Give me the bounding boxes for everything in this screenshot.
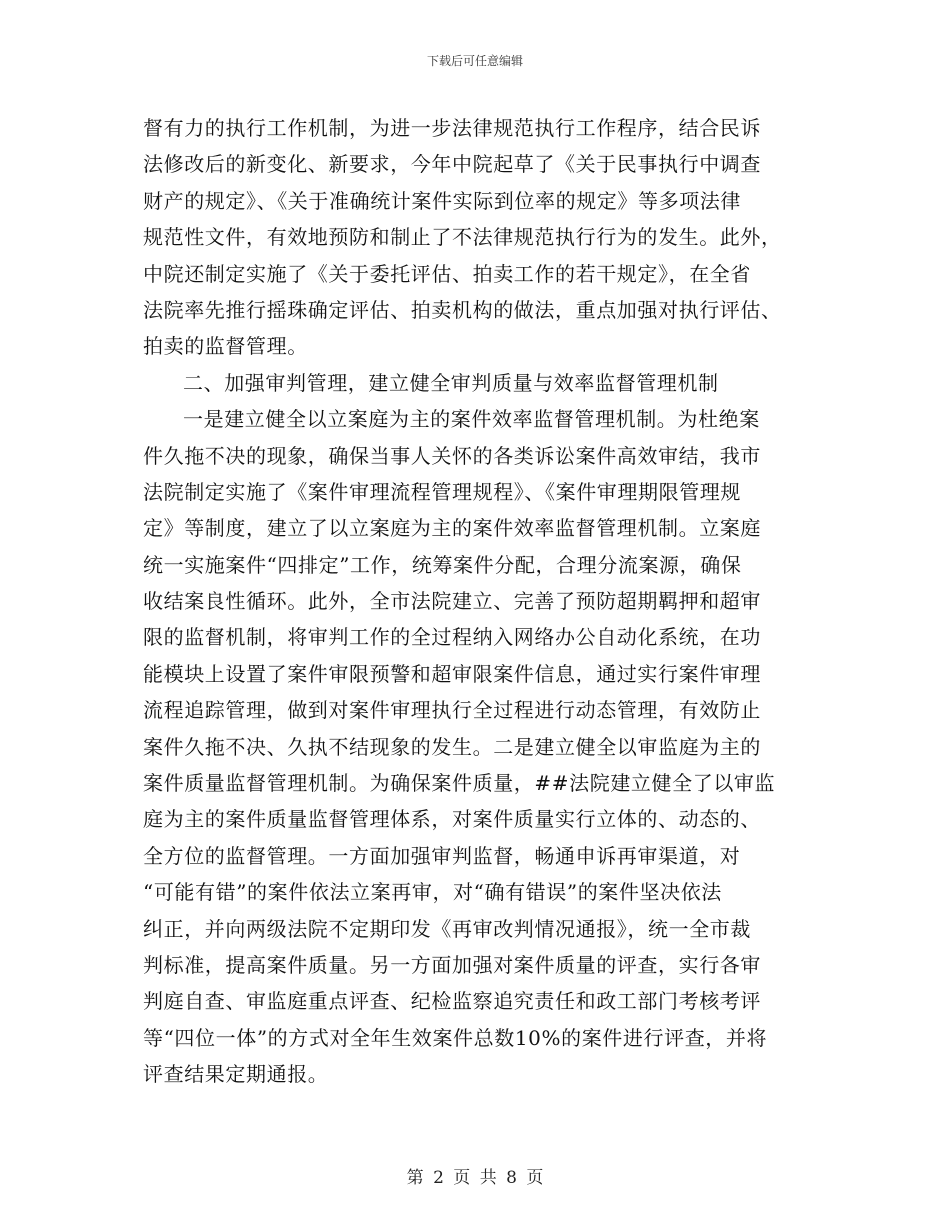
text-line: 件久拖不决的现象，确保当事人关怀的各类诉讼案件高效审结，我市 <box>143 443 761 468</box>
text-line: 纠正，并向两级法院不定期印发《再审改判情况通报》，统一全市裁 <box>143 916 751 941</box>
text-line: 全方位的监督管理。一方面加强审判监督，畅通申诉再审渠道，对 <box>143 843 741 868</box>
text-line: “可能有错”的案件依法立案再审，对“确有错误”的案件坚决依法 <box>143 880 722 905</box>
text-line: 统一实施案件“四排定”工作，统筹案件分配，合理分流案源，确保 <box>143 552 742 577</box>
text-line: 案件久拖不决、久执不结现象的发生。二是建立健全以审监庭为主的 <box>143 734 761 759</box>
text-line: 法院制定实施了《案件审理流程管理规程》、《案件审理期限管理规 <box>143 479 741 504</box>
text-line: 收结案良性循环。此外，全市法院建立、完善了预防超期羁押和超审 <box>143 589 761 614</box>
text-line: 流程追踪管理，做到对案件审理执行全过程进行动态管理，有效防止 <box>143 698 761 723</box>
text-line: 法修改后的新变化、新要求，今年中院起草了《关于民事执行中调查 <box>143 152 761 177</box>
page-footer: 第 2 页 共 8 页 <box>406 1168 544 1188</box>
text-line: 判庭自查、审监庭重点评查、纪检监察追究责任和政工部门考核考评 <box>143 989 761 1014</box>
text-line: 一是建立健全以立案庭为主的案件效率监督管理机制。为杜绝案 <box>183 407 760 432</box>
text-line: 评查结果定期通报。 <box>143 1062 329 1087</box>
text-line: 二、加强审判管理，建立健全审判质量与效率监督管理机制 <box>183 370 719 395</box>
body-text <box>143 110 811 1093</box>
text-line: 判标准，提高案件质量。另一方面加强对案件质量的评查，实行各审 <box>143 952 761 977</box>
text-line: 法院率先推行摇珠确定评估、拍卖机构的做法，重点加强对执行评估、 <box>143 297 782 322</box>
text-line: 庭为主的案件质量监督管理体系，对案件质量实行立体的、动态的、 <box>143 807 761 832</box>
page-header: 下载后可任意编辑 <box>426 54 523 68</box>
text-line: 拍卖的监督管理。 <box>143 334 308 359</box>
text-line: 等“四位一体”的方式对全年生效案件总数10%的案件进行评查，并将 <box>143 1025 768 1050</box>
text-line: 限的监督机制，将审判工作的全过程纳入网络办公自动化系统，在功 <box>143 625 761 650</box>
text-line: 规范性文件，有效地预防和制止了不法律规范执行行为的发生。此外， <box>143 225 782 250</box>
text-line: 中院还制定实施了《关于委托评估、拍卖工作的若干规定》，在全省 <box>143 261 751 286</box>
text-line: 定》等制度，建立了以立案庭为主的案件效率监督管理机制。立案庭 <box>143 516 761 541</box>
text-line: 案件质量监督管理机制。为确保案件质量，##法院建立健全了以审监 <box>143 771 776 796</box>
text-line: 督有力的执行工作机制，为进一步法律规范执行工作程序，结合民诉 <box>143 116 761 140</box>
text-line: 财产的规定》、《关于准确统计案件实际到位率的规定》等多项法律 <box>143 188 741 213</box>
text-line: 能模块上设置了案件审限预警和超审限案件信息，通过实行案件审理 <box>143 661 761 686</box>
